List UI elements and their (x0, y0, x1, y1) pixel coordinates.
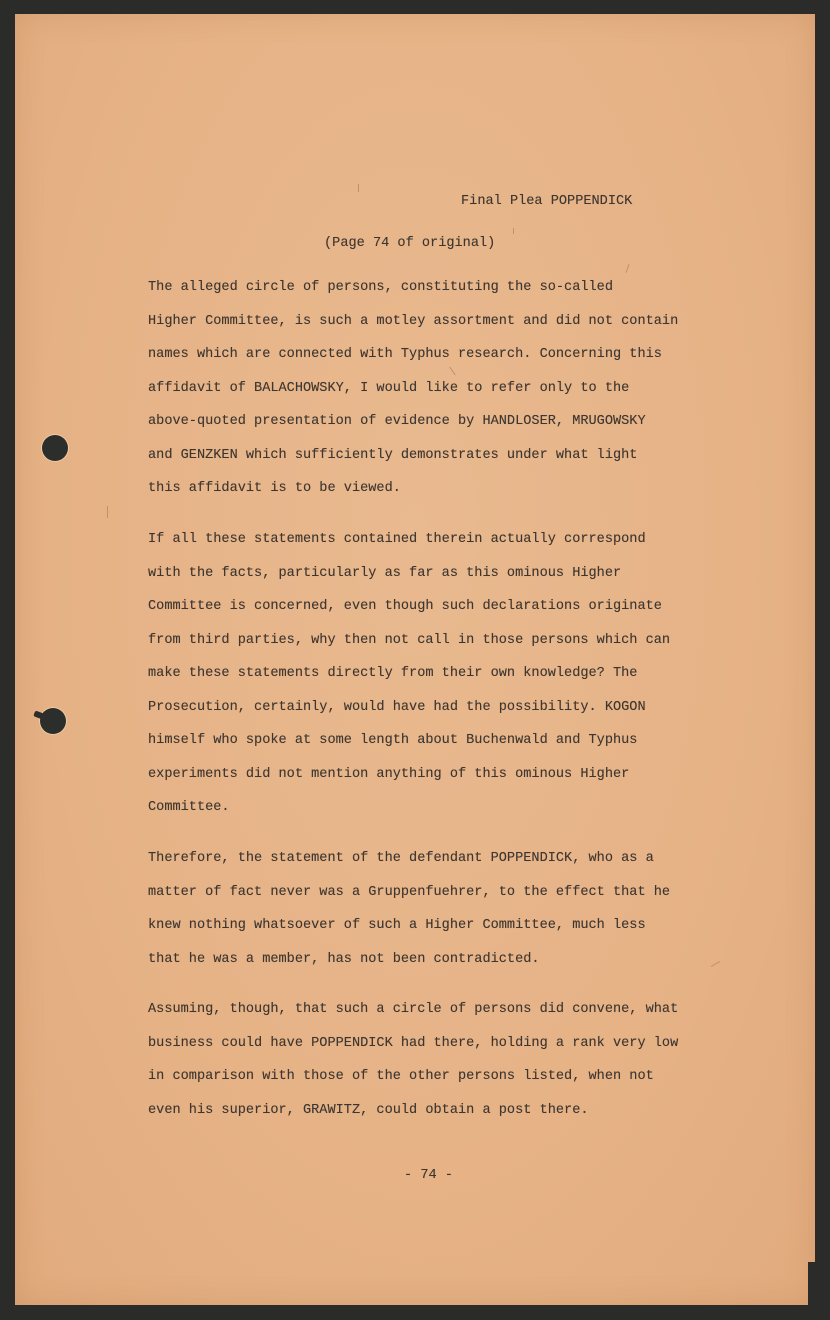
document-title: Final Plea POPPENDICK (461, 194, 633, 209)
text-line: in comparison with those of the other persons listed, when not (148, 1069, 654, 1084)
paper-speck (107, 506, 108, 518)
text-line: himself who spoke at some length about Buchenwald and Typhus (148, 733, 638, 748)
text-line: business could have POPPENDICK had there, holding a rank very low (148, 1035, 679, 1051)
text-line: affidavit of BALACHOWSKY, I would like to refer only to the (148, 380, 630, 396)
paper-edge-notch (808, 1262, 818, 1308)
text-line: even his superior, GRAWITZ, could obtain a post there. (148, 1102, 589, 1118)
original-page-reference: (Page 74 of original) (324, 236, 496, 251)
text-line: Prosecution, certainly, would have had the possibility. KOGON (148, 699, 646, 715)
punch-hole (40, 708, 66, 734)
text-line: If all these statements contained therein actually correspond (148, 532, 646, 547)
page-number: - 74 - (404, 1168, 453, 1183)
paper-speck (711, 961, 720, 967)
text-line: that he was a member, has not been contradicted. (148, 951, 540, 967)
text-line: experiments did not mention anything of this ominous Higher (148, 766, 630, 782)
text-line: Higher Committee, is such a motley assortment and did not contain (148, 313, 679, 329)
paragraph-4 (148, 993, 678, 1127)
text-line: knew nothing whatsoever of such a Higher Committee, much less (148, 918, 646, 933)
text-line: The alleged circle of persons, constituting the so-called (148, 280, 613, 295)
text-line: Therefore, the statement of the defendant POPPENDICK, who as a (148, 851, 654, 866)
text-line: Committee is concerned, even though such declarations originate (148, 599, 662, 614)
paper-speck (513, 228, 514, 234)
punch-hole (42, 435, 68, 461)
text-line: from third parties, why then not call in those persons which can (148, 632, 671, 648)
text-line: names which are connected with Typhus research. Concerning this (148, 347, 662, 362)
paper-speck (358, 184, 359, 192)
paragraph-2 (148, 523, 670, 825)
text-line: make these statements directly from their own knowledge? The (148, 666, 638, 681)
paragraph-1 (148, 271, 678, 506)
text-line: matter of fact never was a Gruppenfuehrer, to the effect that he (148, 884, 671, 900)
text-line: above-quoted presentation of evidence by HANDLOSER, MRUGOWSKY (148, 414, 646, 429)
text-line: with the facts, particularly as far as this ominous Higher (148, 565, 622, 581)
text-line: Assuming, though, that such a circle of persons did convene, what (148, 1002, 679, 1017)
text-line: Committee. (148, 800, 230, 815)
text-line: this affidavit is to be viewed. (148, 481, 401, 496)
paragraph-3 (148, 842, 670, 976)
text-line: and GENZKEN which sufficiently demonstrates under what light (148, 447, 638, 463)
